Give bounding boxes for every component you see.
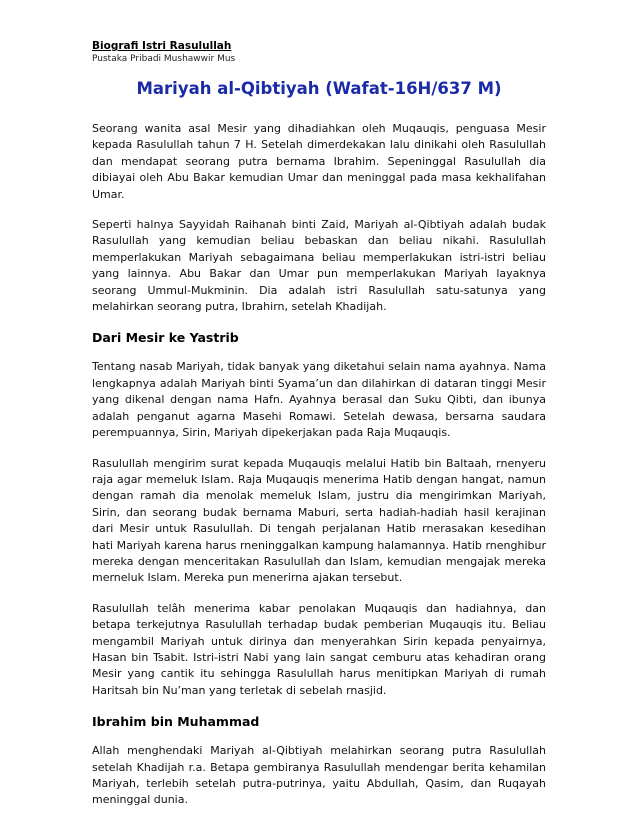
document-body xyxy=(92,121,546,823)
section-heading: Dari Mesir ke Yastrib xyxy=(92,330,239,346)
paragraph: Rasulullah telâh menerima kabar penolakan Muqauqis dan hadiahnya, dan betapa terkejutnya Rasulullah terhadap budak pemberian Muqauqis itu. Beliau mengambil Mariyah untuk dirinya dan menyerahkan Sirin kepada penyairnya, Hasan bin Tsabit. Istri-istri Nabi yang lain sangat cemburu atas kehadiran orang Mesir yang cantik itu sehingga Rasulullah harus menitipkan Mariyah di rumah Haritsah bin Nu’man yang terletak di sebelah rnasjid. xyxy=(92,601,546,697)
paragraph: Rasulullah mengirim surat kepada Muqauqis melalui Hatib bin Baltaah, rnenyeru raja agar memeluk Islam. Raja Muqauqis menerima Hatib dengan hangat, namun dengan ramah dia menolak memeluk Islam, justru dia mengirimkan Mariyah, Sirin, dan seorang budak bernama Maburi, serta hadiah-hadiah hasil kerajinan dari Mesir untuk Rasulullah. Di tengah perjalanan Hatib rnerasakan kesedihan hati Mariyah karena harus rneninggalkan kampung halamannya. Hatib rnenghibur mereka dengan menceritakan Rasulullah dan Islam, kemudian mengajak mereka merneluk Islam. Mereka pun menerirna ajakan tersebut. xyxy=(92,456,546,585)
header-subtitle: Pustaka Pribadi Mushawwir Mus xyxy=(92,54,236,64)
running-header xyxy=(92,40,235,65)
paragraph: Seperti halnya Sayyidah Raihanah binti Zaid, Mariyah al-Qibtiyah adalah budak Rasulullah yang kemudian beliau bebaskan dan beliau nikahi. Rasulullah memperlakukan Mariyah sebagaimana beliau memperlakukan istri-istri beliau yang lainnya. Abu Bakar dan Umar pun memperlakukan Mariyah layaknya seorang Ummul-Mukminin. Dia adalah istri Rasulullah satu-satunya yang melahirkan seorang putra, Ibrahirn, setelah Khadijah. xyxy=(92,218,546,314)
paragraph: Allah menghendaki Mariyah al-Qibtiyah melahirkan seorang putra Rasulullah setelah Khadijah r.a. Betapa gembiranya Rasulullah mendengar berita kehamilan Mariyah, terlebih setelah putra-putrinya, yaitu Abdullah, Qasim, dan Ruqayah meninggal dunia. xyxy=(92,744,546,807)
header-title: Biografi Istri Rasulullah xyxy=(92,40,232,52)
paragraph: Seorang wanita asal Mesir yang dihadiahkan oleh Muqauqis, penguasa Mesir kepada Rasulullah tahun 7 H. Setelah dimerdekakan lalu dinikahi oleh Rasulullah dan mendapat seorang putra bernama Ibrahim. Sepeninggal Rasulullah dia dibiayai oleh Abu Bakar kemudian Umar dan meninggal pada masa kekhalifahan Umar. xyxy=(92,122,546,201)
section-heading: Ibrahim bin Muhammad xyxy=(92,714,260,730)
document-title: Mariyah al-Qibtiyah (Wafat-16H/637 M) xyxy=(136,79,502,98)
paragraph: Tentang nasab Mariyah, tidak banyak yang diketahui selain nama ayahnya. Nama lengkapnya adalah Mariyah binti Syama’un dan dilahirkan di dataran tinggi Mesir yang dikenal dengan nama Hafn. Ayahnya berasal dan Suku Qibti, dan ibunya adalah penganut agarna Masehi Romawi. Setelah dewasa, bersarna saudara perempuannya, Sirin, Mariyah dipekerjakan pada Raja Muqauqis. xyxy=(92,360,546,440)
